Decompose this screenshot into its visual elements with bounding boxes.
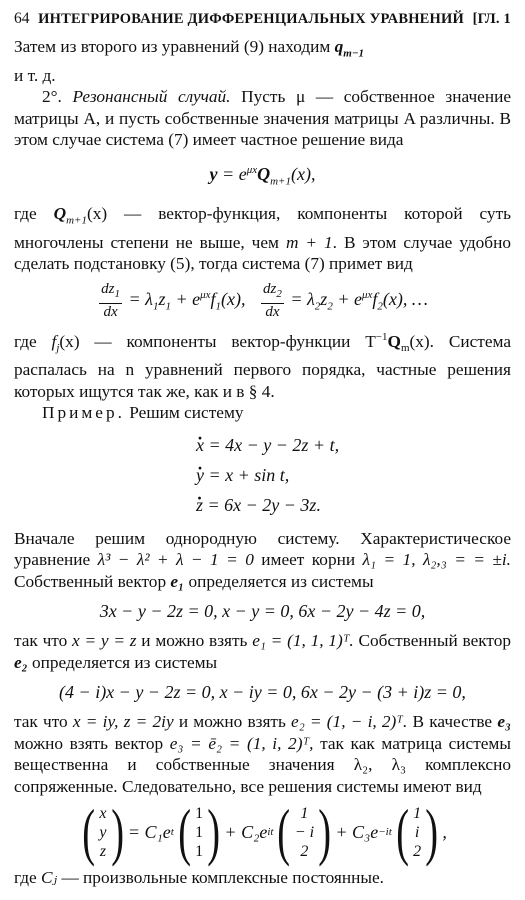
running-header — [14, 10, 511, 36]
solution-vector-lhs: ( x y z ) — [82, 796, 124, 868]
paragraph-closing: где Cⱼ — произвольные комплексные постоянные. — [14, 868, 384, 888]
example-label: Пример. — [42, 403, 125, 423]
eigenvector-1: ( 1 1 1 ) — [178, 796, 221, 868]
formula-general-solution: ( x y z ) = C₁e t ( 1 1 1 ) + C₂e it ( 1 − i 2 ) + C₃e −it ( 1 i 2 ) , — [14, 797, 511, 867]
paragraph-e1: так что x = y = z и можно взять e₁ = (1, 1, 1)ᵀ. Собственный вектор e₂ определяется из системы — [14, 631, 512, 672]
chapter-marker: [ГЛ. 1 — [472, 11, 511, 27]
formula-particular-solution: $y = e^{\mu x}Q_{m+1}(x)$, — [209, 163, 316, 188]
paragraph-continuation: Затем из второго из уравнений (9) находим $q_{m-1}$ и т. д. — [14, 37, 365, 85]
eigenvector-3: ( 1 i 2 ) — [396, 796, 439, 868]
example-system — [14, 430, 511, 520]
system-equation: · z = 6x − 2y − 3z. — [196, 490, 511, 520]
system-equation: · x = 4x − y − 2z + t, — [196, 430, 511, 460]
formula-e2-system: (4 − i)x − y − 2z = 0, x − iy = 0, 6x − 2y − (3 + i)z = 0, — [59, 682, 466, 703]
paragraph-e2-e3: так что x = iy, z = 2iy и можно взять e₂ = (1, − i, 2)ᵀ. В качестве e₃ можно взять вектор e₃ = ē₂ = (1, i, 2)ᵀ, так как матрица системы вещественна и собственные значения λ₂, λ₃ комплексно сопряженные. Следовательно, все решения системы имеют вид — [14, 712, 512, 796]
system-equation: · y = x + sin t, — [196, 460, 511, 490]
page-number: 64 — [14, 10, 30, 27]
paragraph-example: Пример. Решим систему — [42, 403, 244, 423]
paragraph-components: где $f_j(x)$ — компоненты вектор-функции $T^{-1}Q_m(x)$. Система распалась на n уравнений первого порядка, частные решения которых ищутся так же, как и в § 4. — [14, 330, 511, 401]
formula-decoupled-system: $\frac{dz_1}{dx}$ = $\lambda_1z_1 + e^{\mu x}f_1(x)$, $\frac{dz_2}{dx}$ = $\lambda_2z_2 + e^{\mu x}f_2(x)$, … — [101, 280, 428, 320]
eigenvector-2: ( 1 − i 2 ) — [277, 796, 332, 868]
formula-e1-system: 3x − y − 2z = 0, x − y = 0, 6x − 2y − 4z = 0, — [99, 601, 426, 622]
section-title: Резонансный случай. — [72, 87, 231, 107]
running-title: ИНТЕГРИРОВАНИЕ ДИФФЕРЕНЦИАЛЬНЫХ УРАВНЕНИЙ — [38, 11, 464, 27]
paragraph-resonant-case: 2°. Резонансный случай. Пусть μ — собственное значение матрицы A, и пусть собственные значения матрицы A различны. В этом случае система (7) имеет частное решение вида — [14, 87, 512, 150]
paragraph-vector-function: где $Q_{m+1}(x)$ — вектор-функция, компоненты которой суть многочлены степени не выше, чем m + 1. В этом случае удобно сделать подстановку (5), тогда система (7) примет вид — [14, 203, 511, 273]
paragraph-homogeneous: Вначале решим однородную систему. Характеристическое уравнение λ³ − λ² + λ − 1 = 0 имеет корни λ₁ = 1, λ₂,₃ = = ±i. Собственный вектор e₁ определяется из системы — [14, 528, 511, 591]
